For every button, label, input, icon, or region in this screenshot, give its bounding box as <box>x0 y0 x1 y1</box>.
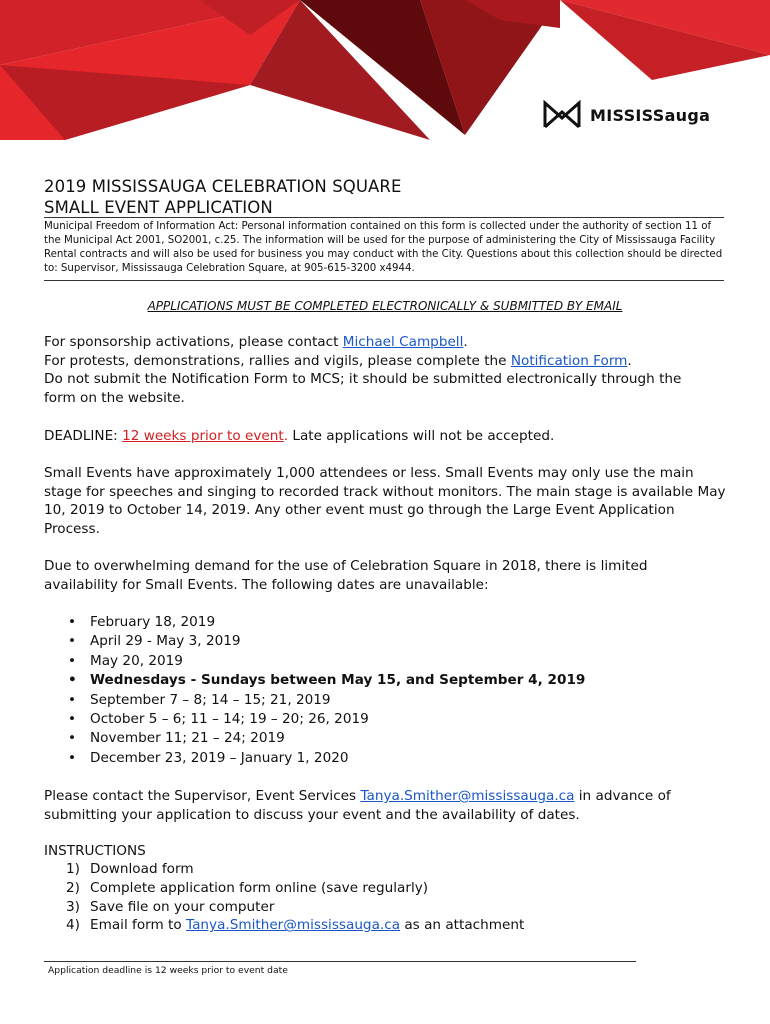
list-item: • November 11; 21 – 24; 2019 <box>44 729 585 748</box>
protest-note: Do not submit the Notification Form to MCS; it should be submitted electronically through the form on the website. <box>44 371 682 406</box>
contact-section <box>44 333 734 407</box>
title-line-1: 2019 MISSISSAUGA CELEBRATION SQUARE <box>44 177 402 196</box>
michael-campbell-link[interactable]: Michael Campbell <box>342 334 464 350</box>
deadline-dot: . <box>283 428 289 444</box>
instructions-heading: INSTRUCTIONS <box>44 843 146 859</box>
privacy-divider <box>44 280 724 281</box>
availability-paragraph: Due to overwhelming demand for the use of Celebration Square in 2018, there is limited availability for Small Events. The following dates are unavailable: <box>44 558 648 593</box>
logo-mark-icon <box>542 100 582 130</box>
supervisor-email-link[interactable]: Tanya.Smither@mississauga.ca <box>360 788 575 804</box>
small-events-paragraph <box>44 464 730 538</box>
deadline-label: DEADLINE: <box>44 428 118 444</box>
list-item: • April 29 - May 3, 2019 <box>44 632 585 651</box>
step-number: 4) <box>66 917 80 934</box>
page-title <box>44 176 724 218</box>
mississauga-logo <box>542 100 710 130</box>
footer-note: Application deadline is 12 weeks prior to event date <box>48 965 288 976</box>
sponsorship-text: For sponsorship activations, please contact <box>44 334 343 350</box>
list-item: • October 5 – 6; 11 – 14; 19 – 20; 26, 2019 <box>44 710 585 729</box>
sponsorship-line <box>44 333 734 352</box>
list-item: • Wednesdays - Sundays between May 15, and September 4, 2019 <box>44 671 585 690</box>
list-item: • February 18, 2019 <box>44 613 585 632</box>
step-text: Email form to <box>90 917 187 934</box>
protest-punct: . <box>627 352 632 369</box>
list-item <box>44 898 524 917</box>
list-item <box>44 879 524 898</box>
sponsorship-punct: . <box>463 334 468 350</box>
small-events-lead: Small Events <box>44 465 133 481</box>
deadline-link[interactable]: 12 weeks prior to event <box>122 428 284 444</box>
instructions-list <box>44 860 524 935</box>
list-item <box>44 860 524 879</box>
supervisor-suffix: in advance of submitting your application to discuss your event and the availability of dates. <box>44 788 671 823</box>
list-item <box>44 916 524 935</box>
privacy-notice: Municipal Freedom of Information Act: Personal information contained on this form is collected under the authority of section 11 of the Municipal Act 2001, SO2001, c.25. The information will be used for the purpose of administering the City of Mississauga Facility Rental contracts and will also be used for business you may conduct with the City. Questions about this collection should be directed to: Supervisor, Mississauga Celebration Square, at 905-615-3200 x4944. <box>44 221 723 274</box>
submission-notice: APPLICATIONS MUST BE COMPLETED ELECTRONICALLY & SUBMITTED BY EMAIL <box>147 299 623 313</box>
list-item: • December 23, 2019 – January 1, 2020 <box>44 749 585 768</box>
deadline-text: Late applications will not be accepted. <box>288 428 555 444</box>
deadline-line <box>44 427 734 446</box>
step-text: Save file on your computer <box>90 898 275 915</box>
list-item: • May 20, 2019 <box>44 652 585 671</box>
protest-text: For protests, demonstrations, rallies and vigils, please complete the <box>44 352 511 369</box>
title-line-2: SMALL EVENT APPLICATION <box>44 198 273 217</box>
title-divider <box>44 217 724 218</box>
step-number: 3) <box>66 898 80 915</box>
step-suffix: as an attachment <box>400 917 525 934</box>
protest-line <box>44 352 734 371</box>
step-number: 1) <box>66 861 80 877</box>
step-text: Download form <box>90 861 194 877</box>
supervisor-text: Please contact the Supervisor, Event Services <box>44 788 361 804</box>
logo-wordmark: MISSISSauga <box>590 105 711 125</box>
list-item: • September 7 – 8; 14 – 15; 21, 2019 <box>44 691 585 710</box>
step-number: 2) <box>66 879 80 896</box>
unavailable-dates-list <box>44 613 585 768</box>
footer-divider <box>44 961 636 962</box>
small-events-text: have approximately 1,000 attendees or less. Small Events may only use the main stage for speeches and singing to recorded track without monitors. The main stage is available May 10, 2019 to October 14, 2019. Any other event must go through the Large Event Application Process. <box>44 465 726 537</box>
instructions-email-link[interactable]: Tanya.Smither@mississauga.ca <box>186 917 401 934</box>
notification-form-link[interactable]: Notification Form <box>510 352 628 369</box>
supervisor-paragraph <box>44 787 724 824</box>
step-text: Complete application form online (save regularly) <box>90 879 429 896</box>
